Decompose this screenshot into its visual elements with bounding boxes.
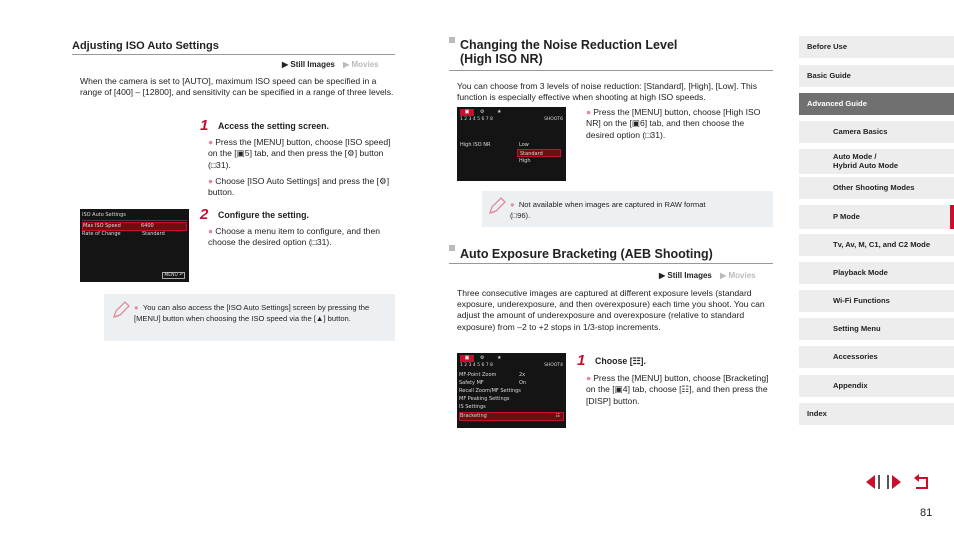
movies-tag-icon: ▶	[343, 60, 350, 69]
sidebar-item-auto-mode[interactable]: Auto Mode / Hybrid Auto Mode	[799, 149, 954, 174]
pencil-icon	[110, 299, 132, 321]
note-box	[104, 294, 395, 341]
sidebar-item-accessories[interactable]: Accessories	[799, 346, 954, 368]
screen-row: Max ISO Speed 6400	[82, 222, 187, 231]
settings-tab-icon: ⚙	[480, 355, 485, 361]
sidebar-item-index[interactable]: Index	[799, 403, 954, 425]
step-bullet: ● Press the [MENU] button, choose [ISO speed] on the [▣5] tab, and then press the [⚙] button (□31).	[208, 137, 391, 170]
screen-row: MF Peaking Settings	[459, 396, 510, 402]
step-label: Access the setting screen.	[218, 121, 329, 131]
screen-row: Safety MF On	[459, 380, 527, 386]
screen-row: MF-Point Zoom 2x	[459, 372, 526, 378]
bullet-dot-icon: ●	[510, 200, 515, 209]
screen-row: Rate of Change Standard	[82, 231, 165, 237]
screen-row: Bracketing ☷	[459, 412, 564, 421]
note-box	[482, 191, 773, 227]
note-text: ● Not available when images are captured in RAW format (□96).	[510, 200, 706, 220]
section-marker-icon	[449, 245, 455, 251]
sidebar-item-p-mode[interactable]: P Mode	[799, 205, 954, 229]
sidebar-item-advanced-guide[interactable]: Advanced Guide	[799, 93, 954, 115]
play-icon: ▶	[282, 60, 289, 69]
tab-numbers: 1 2 3 4 5 6 7 8	[460, 363, 493, 368]
screen-title: ISO Auto Settings	[82, 212, 126, 218]
sidebar-item-camera-basics[interactable]: Camera Basics	[799, 121, 954, 143]
tab-label: SHOOT4	[544, 363, 563, 368]
previous-page-icon[interactable]	[861, 472, 881, 492]
sidebar-item-appendix[interactable]: Appendix	[799, 375, 954, 397]
play-icon: ▶	[659, 271, 666, 280]
option-high: High	[519, 158, 531, 164]
return-icon[interactable]	[911, 472, 931, 492]
option-low: Low	[519, 142, 529, 148]
camera-screen-iso-auto	[80, 209, 189, 282]
bullet-dot-icon: ●	[208, 137, 214, 147]
step-number: 1	[200, 117, 209, 134]
tab-numbers: 1 2 3 4 5 6 7 8	[460, 117, 493, 122]
page-number: 81	[920, 507, 933, 519]
tab-label: SHOOT6	[544, 117, 563, 122]
section-title-aeb: Auto Exposure Bracketing (AEB Shooting)	[460, 247, 713, 261]
next-page-icon[interactable]	[886, 472, 906, 492]
sidebar-item-basic-guide[interactable]: Basic Guide	[799, 65, 954, 87]
step-number: 1	[577, 352, 586, 369]
sidebar-item-playback-mode[interactable]: Playback Mode	[799, 262, 954, 284]
screen-divider	[82, 220, 187, 221]
movies-tag-icon: ▶	[720, 271, 727, 280]
bullet-dot-icon: ●	[208, 176, 214, 186]
sidebar-item-before-use[interactable]: Before Use	[799, 36, 954, 58]
bullet-dot-icon: ●	[208, 226, 214, 236]
still-images-tag: Still Images	[667, 271, 712, 280]
sidebar-item-setting-menu[interactable]: Setting Menu	[799, 318, 954, 340]
divider	[449, 263, 773, 264]
sidebar-item-tv-av-m-mode[interactable]: Tv, Av, M, C1, and C2 Mode	[799, 234, 954, 256]
menu-item-label: High ISO NR	[460, 142, 491, 148]
section-marker-icon	[449, 37, 455, 43]
bullet-dot-icon: ●	[134, 303, 139, 312]
mode-tags	[659, 271, 756, 280]
movies-tag: Movies	[351, 60, 379, 69]
movies-tag: Movies	[728, 271, 756, 280]
screen-row: Recall Zoom/MF Settings	[459, 388, 521, 394]
sidebar-item-other-shooting-modes[interactable]: Other Shooting Modes	[799, 177, 954, 199]
aeb-intro-text: Three consecutive images are captured at different exposure levels (standard exposure, underexposure, and then overexposure) each time you shoot. You can adjust the amount of underexposure and overexposure (relative to standard exposure) from –2 to +2 stops in 1/3-stop increments.	[457, 288, 765, 332]
nr-intro-text: You can choose from 3 levels of noise reduction: [Standard], [High], [Low]. This function is especially effective when shooting at high ISO speeds.	[457, 81, 757, 103]
section-heading-iso-auto: Adjusting ISO Auto Settings	[72, 40, 219, 52]
step-label: Configure the setting.	[218, 210, 309, 220]
intro-text: When the camera is set to [AUTO], maximum ISO speed can be specified in a range of [400] – [12800], and sensitivity can be specified in a range of three levels.	[80, 76, 394, 98]
screen-row: IS Settings	[459, 404, 486, 410]
divider	[449, 70, 773, 71]
step-bullet: ● Choose [ISO Auto Settings] and press the [⚙] button.	[208, 176, 390, 198]
star-tab-icon: ★	[497, 355, 502, 361]
pencil-icon	[486, 195, 508, 217]
aeb-step-bullet: ● Press the [MENU] button, choose [Bracketing] on the [▣4] tab, choose [☷], and then press the [DISP] button.	[586, 373, 769, 406]
section-title-noise-reduction: Changing the Noise Reduction Level (High ISO NR)	[460, 38, 678, 66]
note-text: ● You can also access the [ISO Auto Settings] screen by pressing the [MENU] button when choosing the ISO speed via the [▲] button.	[134, 303, 370, 323]
camera-screen-high-iso-nr	[457, 107, 566, 181]
divider	[72, 54, 395, 55]
bullet-dot-icon: ●	[586, 373, 592, 383]
camera-tab-icon: ▣	[460, 109, 474, 116]
step-label: Choose [☷].	[595, 356, 646, 366]
step-number: 2	[200, 206, 209, 223]
option-standard: Standard	[517, 149, 561, 157]
star-tab-icon: ★	[497, 109, 502, 115]
still-images-tag: Still Images	[290, 60, 335, 69]
bullet-dot-icon: ●	[586, 107, 592, 117]
camera-screen-bracketing	[457, 353, 566, 428]
settings-tab-icon: ⚙	[480, 109, 485, 115]
menu-back-icon: MENU ↶	[164, 273, 183, 278]
camera-tab-icon: ▣	[460, 355, 474, 362]
nr-step-bullet: ● Press the [MENU] button, choose [High ISO NR] on the [▣6] tab, and then choose the desired option (□31).	[586, 107, 761, 140]
step-bullet: ● Choose a menu item to configure, and then choose the desired option (□31).	[208, 226, 381, 248]
mode-tags	[282, 60, 379, 69]
sidebar-item-wifi-functions[interactable]: Wi-Fi Functions	[799, 290, 954, 312]
